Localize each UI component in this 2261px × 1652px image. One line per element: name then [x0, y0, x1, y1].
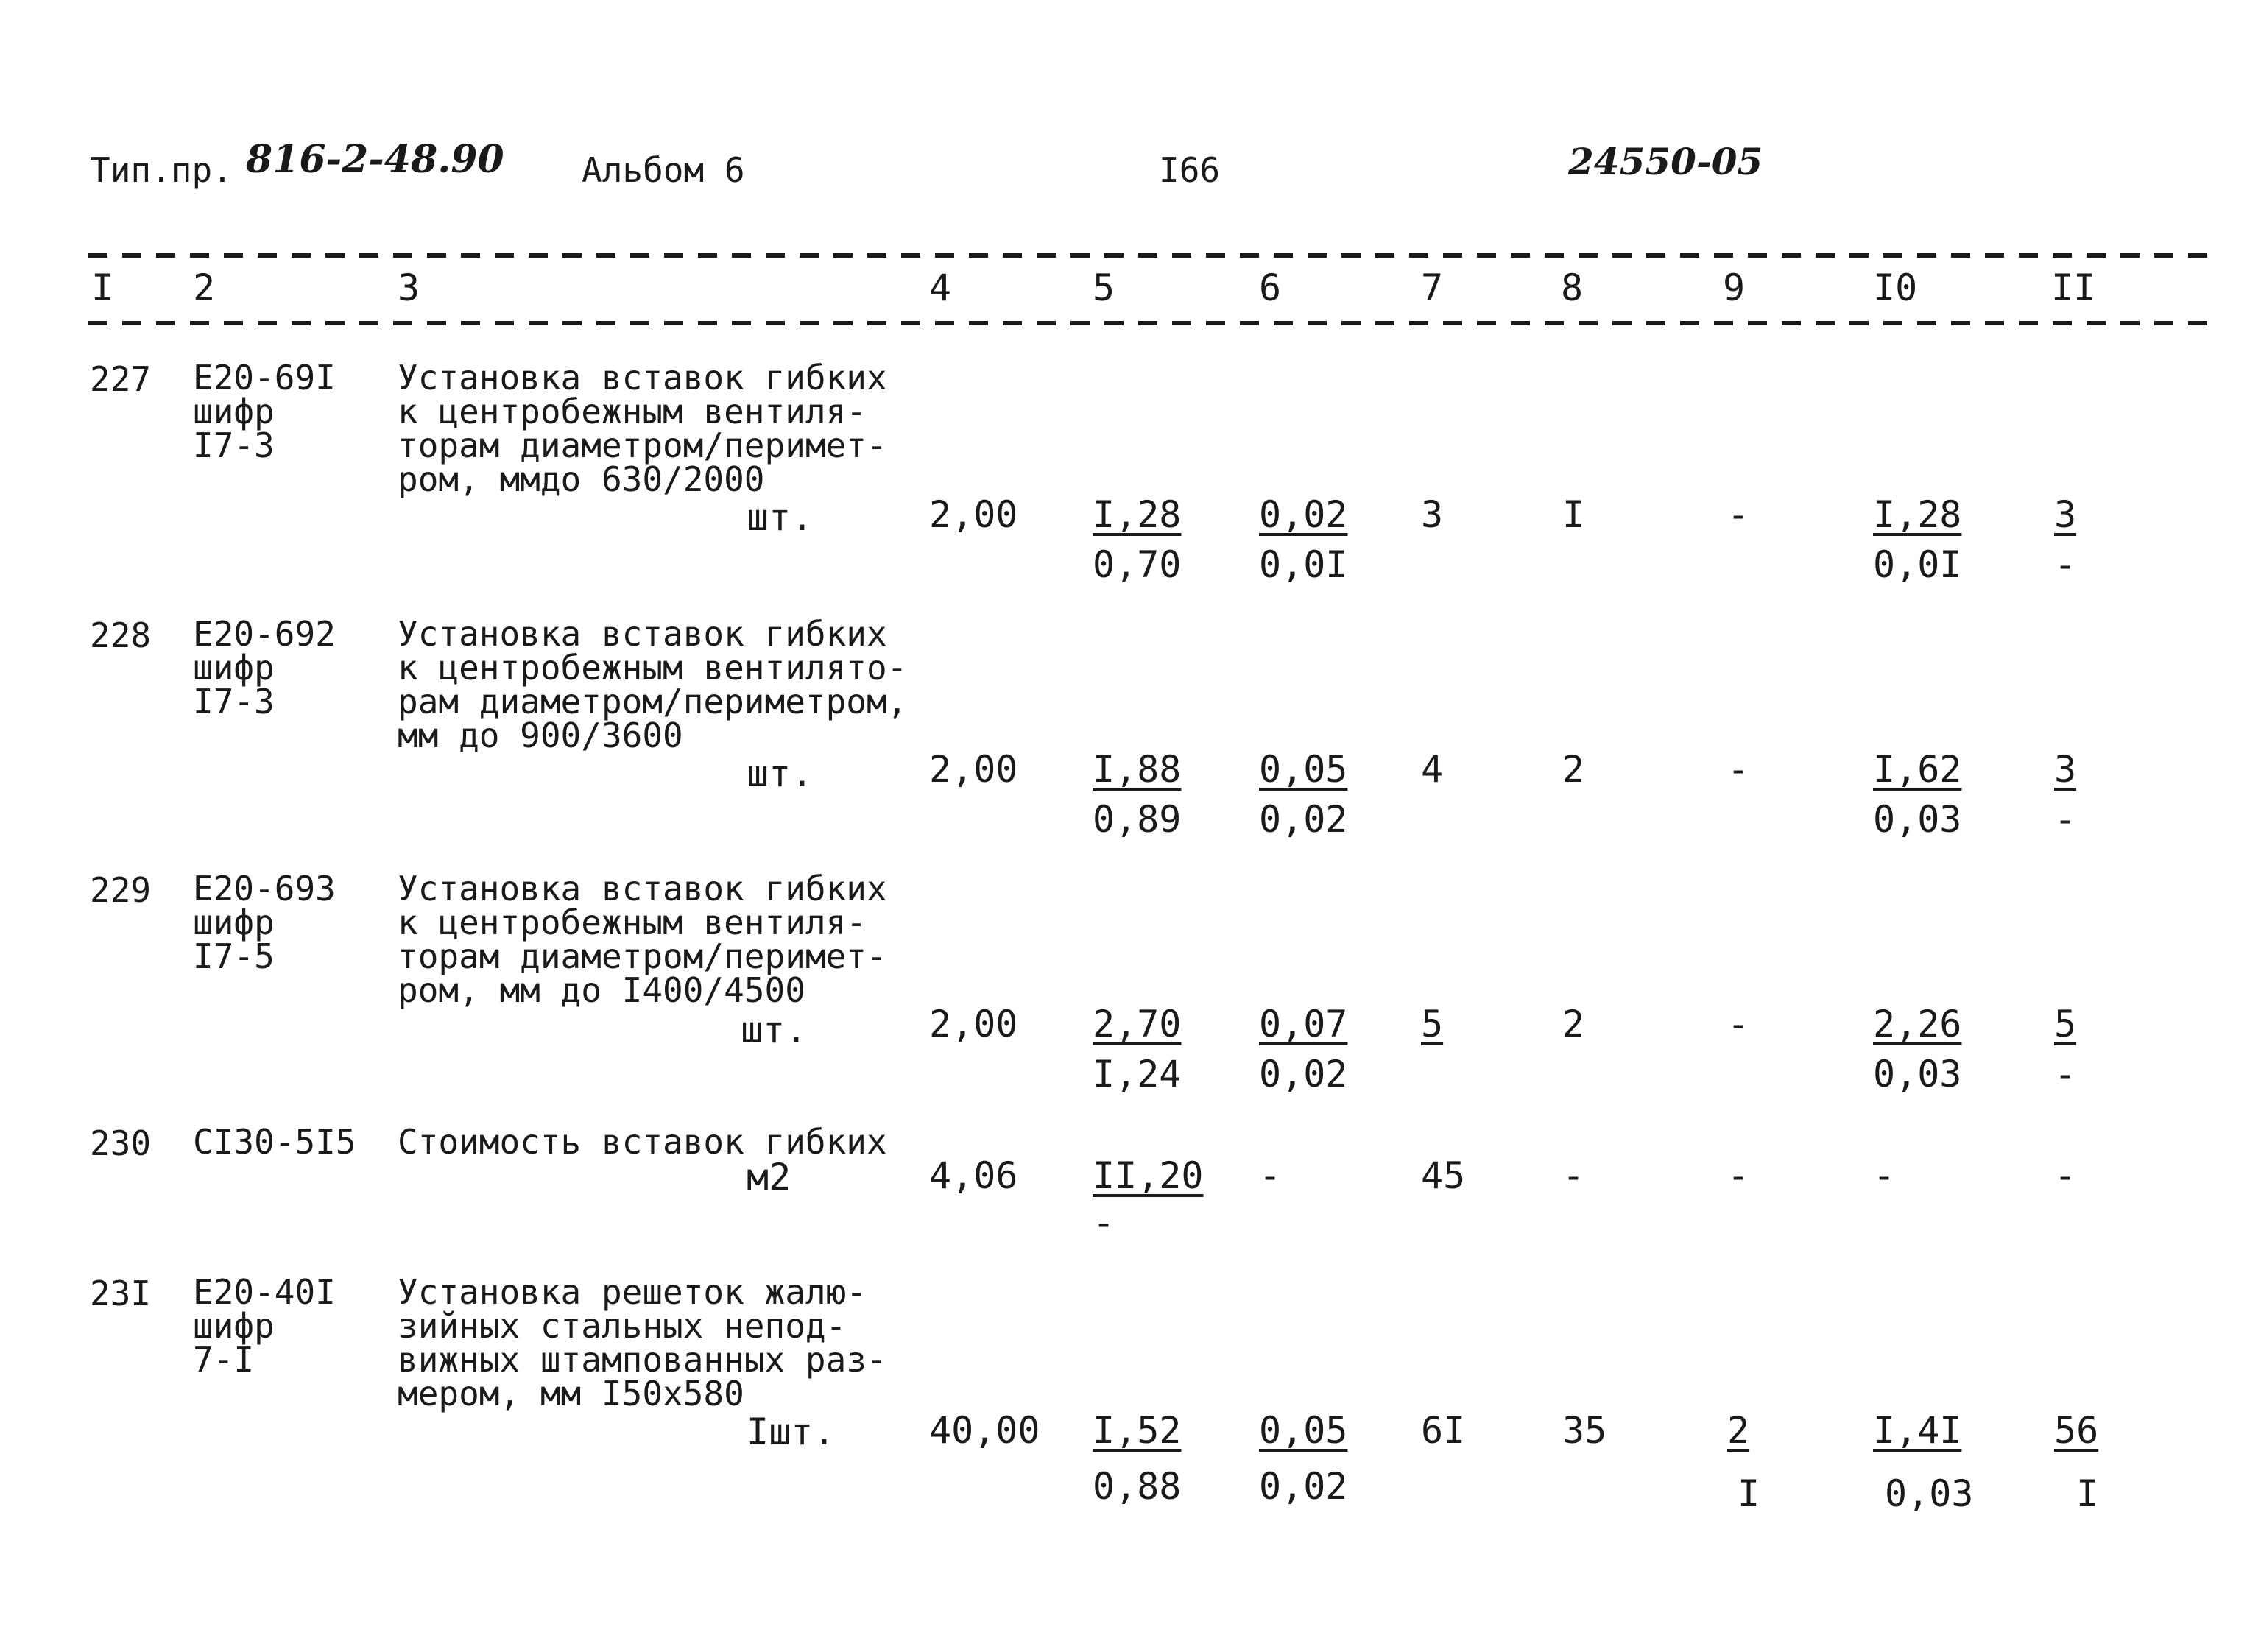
col5-value: I,28: [1093, 493, 1182, 536]
col6-value: 0,05: [1259, 1409, 1348, 1452]
col7-value: 4: [1421, 748, 1444, 791]
col9-value: -: [1727, 493, 1750, 536]
work-description: ром, ммдо 630/2000: [398, 459, 765, 499]
row-number: 23I: [90, 1274, 152, 1313]
unit: м2: [747, 1156, 791, 1199]
col8-value: I: [1562, 493, 1585, 536]
unit: шт.: [747, 496, 814, 539]
header-top-rule: [88, 253, 2216, 258]
quantity: 2,00: [929, 1003, 1018, 1045]
col10-sub-value: 0,03: [1873, 798, 1962, 841]
col7-value: 3: [1421, 493, 1444, 536]
cipher-code: I7-3: [193, 426, 275, 465]
work-description: к центробежным вентиля-: [398, 392, 867, 431]
cipher-code: I7-5: [193, 936, 275, 976]
col5-value: I,88: [1093, 748, 1182, 791]
col6-value: 0,02: [1259, 493, 1348, 536]
work-description: Стоимость вставок гибких: [398, 1122, 887, 1162]
col-header-1: I: [91, 266, 114, 309]
col11-sub-value: -: [2054, 798, 2077, 841]
col-header-8: 8: [1561, 266, 1584, 309]
page-number: I66: [1159, 150, 1221, 190]
col7-value: 45: [1421, 1154, 1466, 1197]
work-description: ром, мм до I400/4500: [398, 970, 805, 1010]
row-number: 230: [90, 1123, 152, 1163]
quantity: 2,00: [929, 748, 1018, 791]
col10-value: I,28: [1873, 493, 1962, 536]
work-description: к центробежным вентилято-: [398, 648, 908, 688]
col6-sub-value: 0,02: [1259, 798, 1348, 841]
col10-sub-value: 0,03: [1873, 1053, 1962, 1095]
col-header-2: 2: [193, 266, 216, 309]
col9-sub-value: I: [1738, 1472, 1760, 1515]
col8-value: 35: [1562, 1409, 1607, 1452]
work-description: вижных штампованных раз-: [398, 1340, 887, 1380]
col-header-4: 4: [929, 266, 952, 309]
col5-sub-value: 0,88: [1093, 1465, 1182, 1508]
project-code: 816-2-48.90: [246, 137, 504, 182]
rate-code: E20-40I: [193, 1272, 336, 1312]
cipher-label: шифр: [193, 1306, 275, 1346]
col11-sub-value: -: [2054, 1053, 2077, 1095]
col11-value: 56: [2054, 1409, 2099, 1452]
col10-value: I,62: [1873, 748, 1962, 791]
col5-sub-value: -: [1093, 1201, 1115, 1244]
quantity: 40,00: [929, 1409, 1040, 1452]
cipher-label: шифр: [193, 392, 275, 431]
rate-code: E20-692: [193, 614, 336, 654]
work-description: Установка вставок гибких: [398, 358, 887, 398]
tip-label: Тип.пр.: [90, 150, 233, 190]
col9-value: -: [1727, 1154, 1750, 1197]
rate-code: E20-69I: [193, 358, 336, 398]
unit: шт.: [747, 752, 814, 795]
work-description: Установка вставок гибких: [398, 869, 887, 908]
col-header-10: I0: [1873, 266, 1918, 309]
col6-value: -: [1259, 1154, 1282, 1197]
col11-sub-value: I: [2076, 1472, 2099, 1515]
col-header-6: 6: [1259, 266, 1282, 309]
col10-value: I,4I: [1873, 1409, 1962, 1452]
col10-sub-value: 0,0I: [1873, 543, 1962, 586]
work-description: Установка вставок гибких: [398, 614, 887, 654]
col5-value: I,52: [1093, 1409, 1182, 1452]
col9-value: -: [1727, 1003, 1750, 1045]
rate-code: E20-693: [193, 869, 336, 908]
row-number: 229: [90, 870, 152, 910]
col6-sub-value: 0,02: [1259, 1053, 1348, 1095]
row-number: 227: [90, 359, 152, 399]
col9-value: 2: [1727, 1409, 1750, 1452]
col7-value: 6I: [1421, 1409, 1466, 1452]
col-header-5: 5: [1093, 266, 1115, 309]
col9-value: -: [1727, 748, 1750, 791]
row-number: 228: [90, 615, 152, 655]
col11-value: 3: [2054, 748, 2077, 791]
col10-value: 2,26: [1873, 1003, 1962, 1045]
work-description: мм до 900/3600: [398, 716, 683, 755]
unit: Iшт.: [747, 1411, 836, 1453]
cipher-label: шифр: [193, 648, 275, 688]
col10-value: -: [1873, 1154, 1896, 1197]
col7-value: 5: [1421, 1003, 1444, 1045]
col-header-9: 9: [1723, 266, 1746, 309]
col8-value: 2: [1562, 748, 1585, 791]
col11-sub-value: -: [2054, 543, 2077, 586]
unit: шт.: [741, 1009, 808, 1051]
col5-sub-value: 0,89: [1093, 798, 1182, 841]
work-description: торам диаметром/перимет-: [398, 936, 887, 976]
doc-code: 24550-05: [1568, 140, 1763, 183]
rate-code: CI30-5I5: [193, 1122, 356, 1162]
work-description: зийных стальных непод-: [398, 1306, 847, 1346]
quantity: 4,06: [929, 1154, 1018, 1197]
col8-value: 2: [1562, 1003, 1585, 1045]
work-description: мером, мм I50x580: [398, 1374, 744, 1413]
quantity: 2,00: [929, 493, 1018, 536]
col11-value: 5: [2054, 1003, 2077, 1045]
col5-sub-value: I,24: [1093, 1053, 1182, 1095]
col5-sub-value: 0,70: [1093, 543, 1182, 586]
col8-value: -: [1562, 1154, 1585, 1197]
col-header-3: 3: [398, 266, 420, 309]
col5-value: 2,70: [1093, 1003, 1182, 1045]
work-description: Установка решеток жалю-: [398, 1272, 867, 1312]
col6-sub-value: 0,0I: [1259, 543, 1348, 586]
work-description: рам диаметром/периметром,: [398, 682, 908, 721]
header-bottom-rule: [88, 321, 2216, 325]
work-description: торам диаметром/перимет-: [398, 426, 887, 465]
col10-sub-value: 0,03: [1885, 1472, 1974, 1515]
cipher-code: I7-3: [193, 682, 275, 721]
col6-value: 0,05: [1259, 748, 1348, 791]
col11-value: 3: [2054, 493, 2077, 536]
col5-value: II,20: [1093, 1154, 1204, 1197]
album-label: Альбом 6: [582, 150, 745, 190]
col11-value: -: [2054, 1154, 2077, 1197]
col-header-11: II: [2051, 266, 2096, 309]
col6-sub-value: 0,02: [1259, 1465, 1348, 1508]
col-header-7: 7: [1421, 266, 1444, 309]
cipher-label: шифр: [193, 903, 275, 942]
col6-value: 0,07: [1259, 1003, 1348, 1045]
work-description: к центробежным вентиля-: [398, 903, 867, 942]
cipher-code: 7-I: [193, 1340, 255, 1380]
